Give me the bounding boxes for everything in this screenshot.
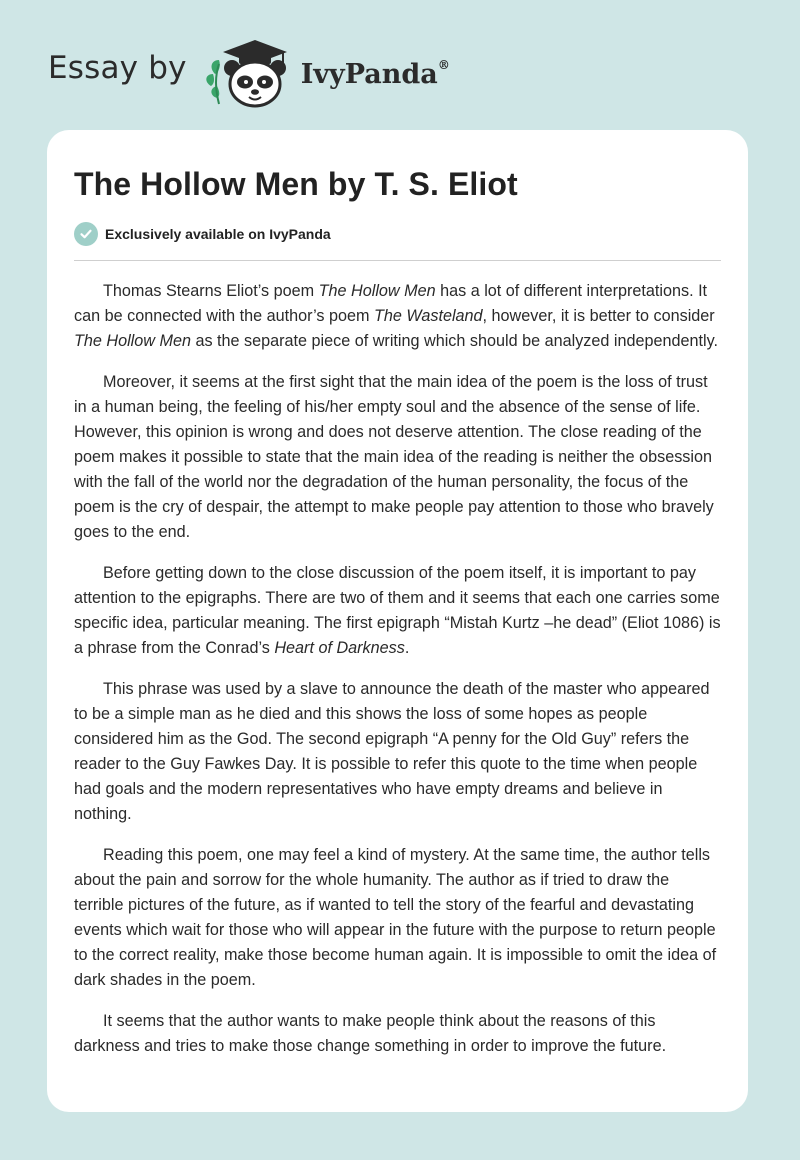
essay-paragraph — [74, 279, 721, 354]
text-run: has a lot of different interpretations. It can be connected with the author’s poem — [74, 282, 708, 325]
italic-title-run: The Hollow Men — [74, 332, 191, 350]
text-run: Reading this poem, one may feel a kind of mystery. At the same time, the author tells about the pain and sorrow for the whole humanity. The author as if tried to draw the terrible pictures of the future, as if wanted to tell the story of the fearful and devastating events which wait for those who will appear in the future with the purpose to return people to the correct reality, make those become human again. It is impossible to omit the idea of dark shades in the poem. — [74, 846, 717, 989]
essay-paragraph — [74, 677, 721, 827]
essay-title: The Hollow Men by T. S. Eliot — [74, 166, 518, 202]
exclusive-badge — [74, 220, 721, 248]
text-run: , however, it is better to consider — [482, 307, 715, 325]
essay-paragraph — [74, 370, 721, 545]
brand-name: IvyPanda® — [300, 57, 450, 90]
text-run: as the separate piece of writing which should be analyzed independently. — [190, 332, 719, 350]
panda-mascot-icon — [201, 34, 297, 110]
brand-logo[interactable] — [48, 34, 450, 110]
italic-title-run: The Hollow Men — [318, 282, 436, 300]
essay-paragraph — [74, 561, 721, 661]
essay-paragraph — [74, 843, 721, 993]
brand-prefix: Essay by — [48, 50, 187, 86]
text-run: Moreover, it seems at the first sight that the main idea of the poem is the loss of trust in a human being, the feeling of his/her empty soul and the absence of the sense of life. However, this opinion is wrong and does not deserve attention. The close reading of the poem makes it possible to state that the main idea of the reading is neither the obsession with the fall of the world nor the degradation of the human personality, the focus of the poem is the cry of despair, the attempt to make people pay attention to those who bravely goes to the end. — [74, 373, 714, 541]
text-run: Thomas Stearns Eliot’s poem — [103, 282, 319, 300]
text-run: Before getting down to the close discussion of the poem itself, it is important to pay attention to the epigraphs. There are two of them and it seems that each one carries some specific idea, particular meaning. The first epigraph “Mistah Kurtz –he dead” (Eliot 1086) is a phrase from the Conrad’s — [74, 564, 721, 657]
divider — [74, 260, 721, 261]
italic-title-run: The Wasteland — [373, 307, 483, 325]
essay-body — [74, 279, 721, 1059]
italic-title-run: Heart of Darkness — [274, 639, 405, 657]
essay-paragraph — [74, 1009, 721, 1059]
text-run: It seems that the author wants to make people think about the reasons of this darkness and tries to make those change something in order to improve the future. — [74, 1012, 667, 1055]
essay-card — [47, 130, 748, 1112]
badge-label: Exclusively available on IvyPanda — [105, 226, 331, 242]
checkmark-icon — [74, 222, 98, 246]
text-run: . — [404, 639, 410, 657]
text-run: This phrase was used by a slave to announce the death of the master who appeared to be a simple man as he died and this shows the loss of some hopes as people considered him as the God. The second epigraph “A penny for the Old Guy” refers the reader to the Guy Fawkes Day. It is possible to refer this quote to the time when people had goals and the modern representatives who have empty dreams and believe in nothing. — [74, 680, 710, 823]
